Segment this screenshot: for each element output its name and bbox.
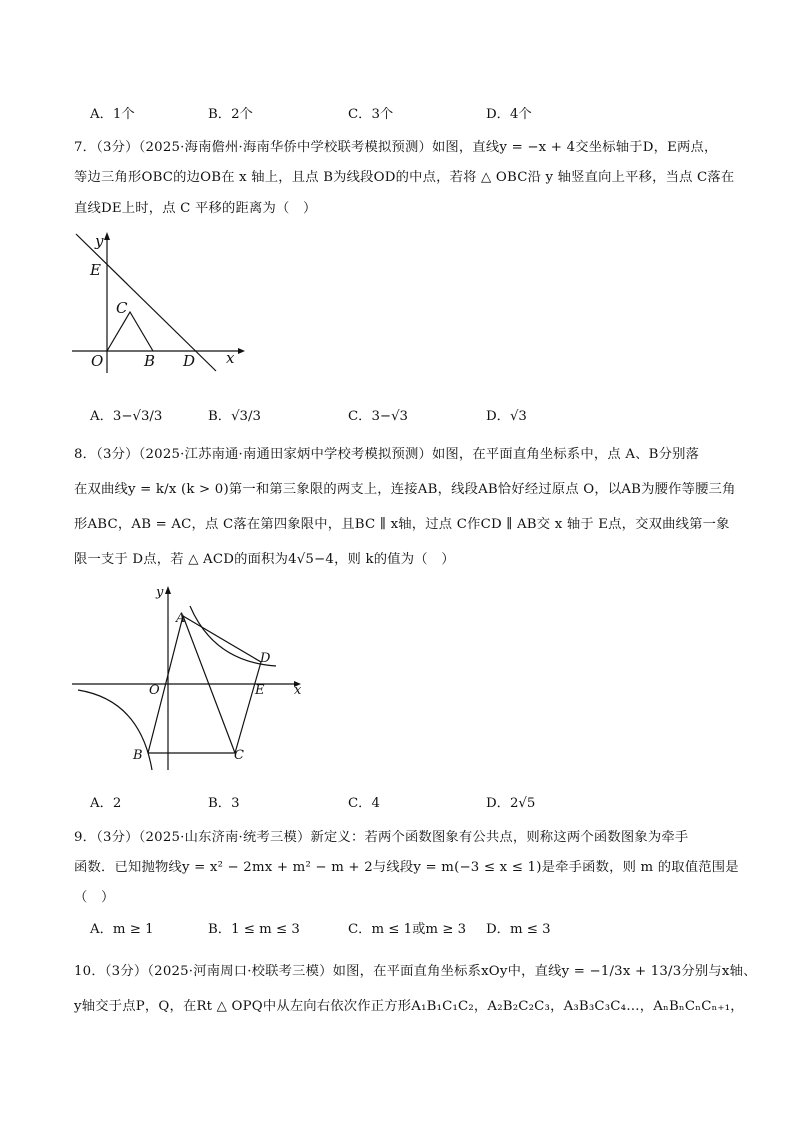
- q8-label-d: D: [260, 651, 271, 666]
- q9-option-c[interactable]: C．m ≤ 1或m ≥ 3: [348, 922, 467, 937]
- q8-text-line-4: 限一支于 D点，若 △ ACD的面积为4√5−4，则 k的值为（ ）: [74, 552, 455, 567]
- q8-figure: [66, 578, 316, 778]
- q8-segment-cd: [235, 662, 261, 753]
- q9-text-line-1: 9．（3分）（2025·山东济南·统考三模）新定义：若两个函数图象有公共点，则称这两个函数图象为牵手: [74, 830, 689, 845]
- q7-text-line-3: 直线DE上时，点 C 平移的距离为（ ）: [74, 201, 317, 216]
- q9-text-line-2: 函数．已知抛物线y = x² − 2mx + m² − m + 2与线段y = m(−3 ≤ x ≤ 1)是牵手函数，则 m 的取值范围是: [74, 860, 739, 875]
- q8-y-arrow: [165, 586, 171, 594]
- q7-label-e: E: [90, 261, 101, 279]
- q8-label-e: E: [255, 683, 265, 698]
- q7-label-o: O: [91, 352, 104, 370]
- q8-text-line-2: 在双曲线y = k/x (k > 0)第一和第三象限的两支上，连接AB，线段AB恰好经过原点 O，以AB为腰作等腰三角: [74, 482, 736, 497]
- q10-text-line-1: 10．（3分）（2025·河南周口·校联考三模）如图，在平面直角坐标系xOy中，直线y = −1/3x + 13/3分别与x轴、: [74, 964, 757, 979]
- q7-option-a[interactable]: A．3−√3/3: [90, 409, 163, 424]
- q7-text-line-2: 等边三角形OBC的边OB在 x 轴上，且点 B为线段OD的中点，若将 △ OBC沿 y 轴竖直向上平移，当点 C落在: [74, 170, 735, 185]
- q8-label-x: x: [294, 683, 302, 698]
- q9-option-b[interactable]: B．1 ≤ m ≤ 3: [208, 922, 300, 937]
- q7-y-arrow: [104, 232, 110, 240]
- q8-segment-ad: [183, 616, 261, 662]
- q7-text-line-1: 7．（3分）（2025·海南儋州·海南华侨中学校联考模拟预测）如图，直线y = −x + 4交坐标轴于D，E两点，: [74, 140, 718, 155]
- q7-label-c: C: [116, 299, 128, 317]
- q7-label-y: y: [95, 232, 104, 250]
- q7-option-d[interactable]: D．√3: [486, 409, 527, 424]
- q8-option-a[interactable]: A．2: [90, 796, 122, 811]
- q8-label-a: A: [176, 611, 186, 626]
- q6-option-c[interactable]: C．3个: [348, 107, 394, 122]
- q8-text-line-3: 形ABC，AB = AC，点 C落在第四象限中，且BC ∥ x轴，过点 C作CD ∥ AB交 x 轴于 E点，交双曲线第一象: [74, 517, 730, 532]
- q8-label-c: C: [234, 748, 244, 763]
- q7-option-b[interactable]: B．√3/3: [208, 409, 261, 424]
- q9-option-a[interactable]: A．m ≥ 1: [90, 922, 154, 937]
- q7-x-arrow: [238, 348, 245, 354]
- q8-option-d[interactable]: D．2√5: [486, 796, 536, 811]
- q8-label-y: y: [156, 585, 164, 600]
- q6-option-a[interactable]: A．1个: [90, 107, 135, 122]
- q8-text-line-1: 8．（3分）（2025·江苏南通·南通田家炳中学校考模拟预测）如图，在平面直角坐标系中，点 A、B分别落: [74, 447, 700, 462]
- q7-label-b: B: [144, 352, 156, 370]
- q8-option-b[interactable]: B．3: [208, 796, 240, 811]
- q6-option-b[interactable]: B．2个: [208, 107, 253, 122]
- q8-option-c[interactable]: C．4: [348, 796, 380, 811]
- q7-triangle-obc: [107, 312, 153, 351]
- q8-label-o: O: [149, 683, 160, 698]
- q9-option-d[interactable]: D．m ≤ 3: [486, 922, 551, 937]
- q7-figure: [66, 228, 256, 380]
- q8-label-b: B: [133, 748, 143, 763]
- q7-option-c[interactable]: C．3−√3: [348, 409, 409, 424]
- q7-label-d: D: [183, 352, 196, 370]
- q6-option-d[interactable]: D．4个: [486, 107, 532, 122]
- q7-label-x: x: [226, 349, 235, 367]
- q9-text-line-3: （ ）: [74, 890, 115, 905]
- q10-text-line-2: y轴交于点P，Q，在Rt △ OPQ中从左向右依次作正方形A₁B₁C₁C₂，A₂B₂C₂C₃，A₃B₃C₃C₄…，AₙBₙCₙCₙ₊₁，: [74, 999, 744, 1014]
